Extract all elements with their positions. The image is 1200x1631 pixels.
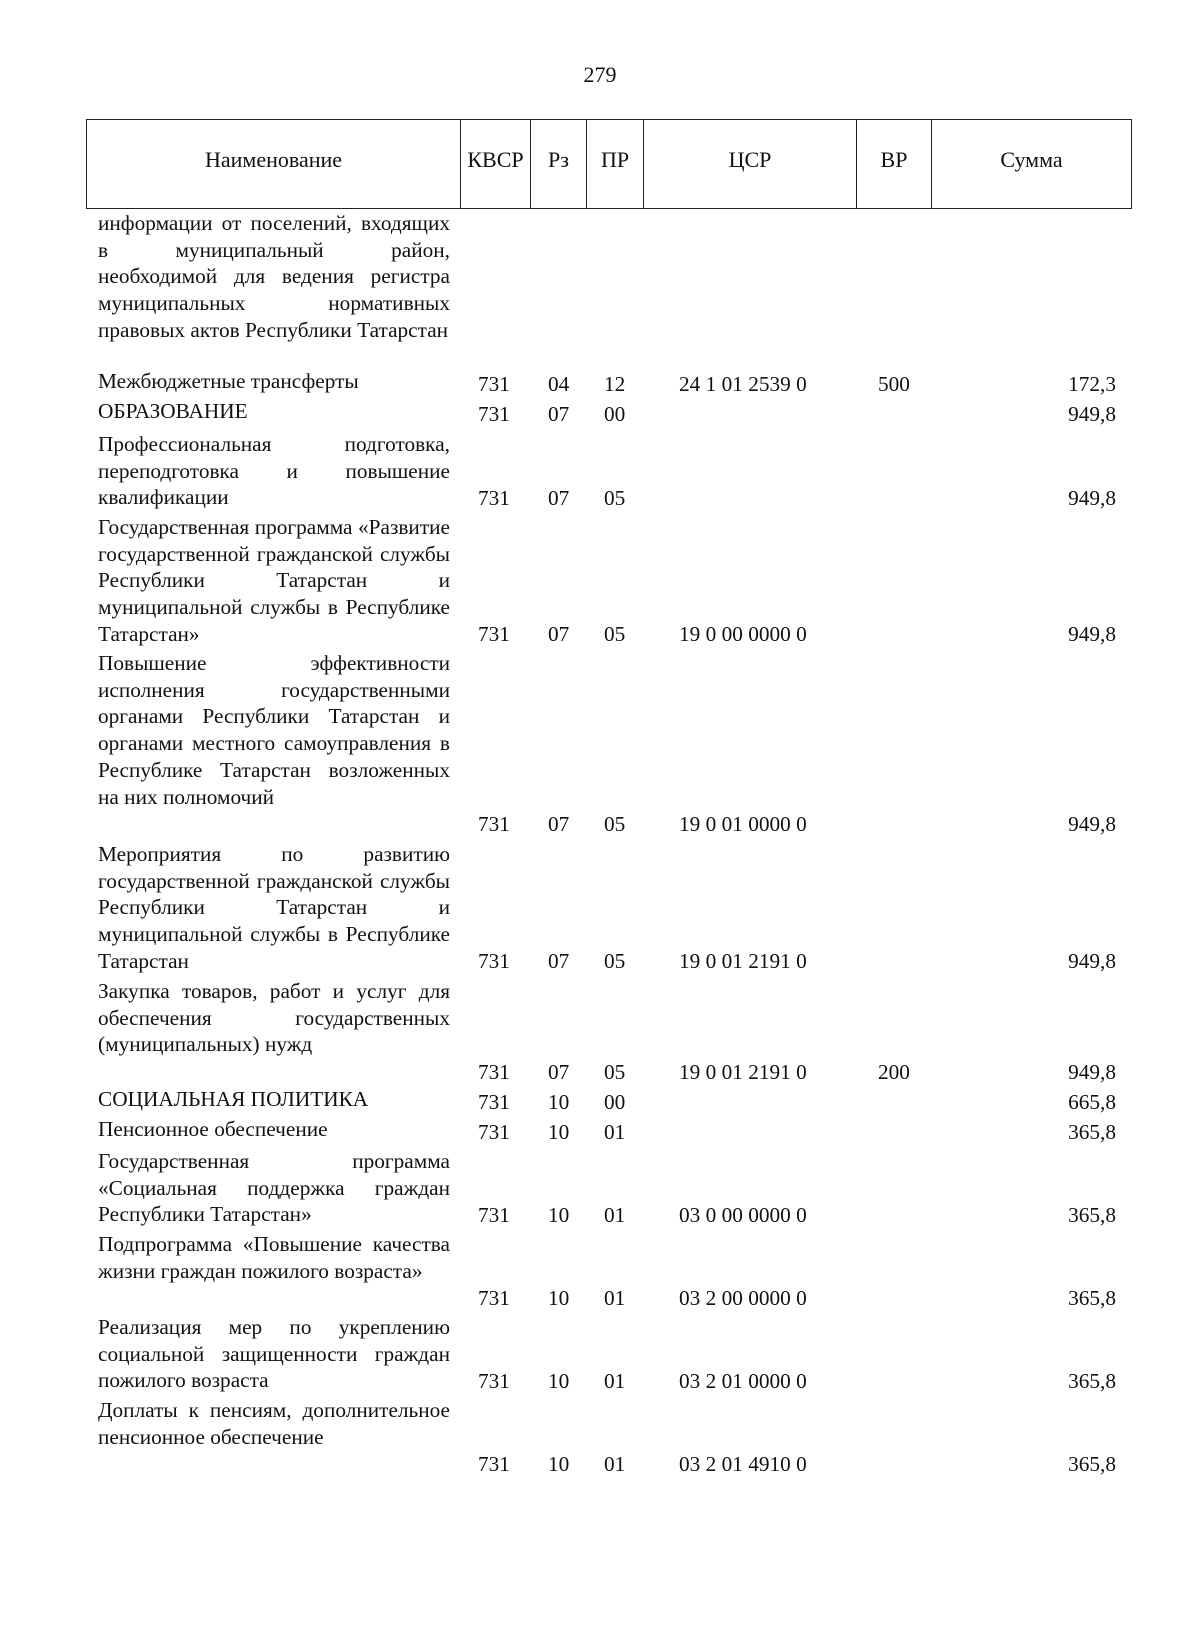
header-vr: ВР [857, 120, 932, 208]
row-name: Государственная программа «Развитие государственной гражданской службы Республики Татарстан и муниципальной службы в Республике Татарстан» [98, 515, 450, 646]
row-csr: 19 0 01 2191 0 [679, 949, 807, 974]
row-csr: 03 2 01 4910 0 [679, 1452, 807, 1477]
row-rz: 07 [548, 1060, 570, 1085]
row-kvsr: 731 [478, 402, 510, 427]
table-row [0, 512, 1200, 648]
row-sum: 949,8 [1068, 486, 1116, 511]
table-body [0, 210, 1200, 1478]
row-pr: 00 [604, 402, 626, 427]
row-kvsr: 731 [478, 1369, 510, 1394]
header-csr: ЦСР [644, 120, 857, 208]
row-rz: 10 [548, 1090, 570, 1115]
row-csr: 19 0 01 2191 0 [679, 1060, 807, 1085]
row-kvsr: 731 [478, 1120, 510, 1145]
row-sum: 365,8 [1068, 1452, 1116, 1477]
row-sum: 365,8 [1068, 1369, 1116, 1394]
header-sum: Сумма [1000, 147, 1063, 172]
header-name: Наименование [87, 120, 461, 208]
row-pr: 05 [604, 949, 626, 974]
row-csr: 03 2 00 0000 0 [679, 1286, 807, 1311]
row-name: Подпрограмма «Повышение качества жизни граждан пожилого возраста» [98, 1232, 450, 1283]
row-kvsr: 731 [478, 622, 510, 647]
row-pr: 01 [604, 1120, 626, 1145]
row-sum: 949,8 [1068, 1060, 1116, 1085]
table-row [0, 975, 1200, 1086]
row-sum: 665,8 [1068, 1090, 1116, 1115]
row-kvsr: 731 [478, 1452, 510, 1477]
header-rz: Рз [531, 120, 587, 208]
row-pr: 01 [604, 1203, 626, 1228]
row-pr: 01 [604, 1369, 626, 1394]
row-pr: 01 [604, 1452, 626, 1477]
row-rz: 07 [548, 402, 570, 427]
table-row [0, 398, 1200, 428]
row-sum: 365,8 [1068, 1203, 1116, 1228]
row-name: Доплаты к пенсиям, дополнительное пенсионное обеспечение [98, 1398, 450, 1449]
row-rz: 10 [548, 1452, 570, 1477]
row-csr: 19 0 01 0000 0 [679, 812, 807, 837]
row-name: Пенсионное обеспечение [98, 1117, 328, 1141]
table-row [0, 1086, 1200, 1116]
table-row [0, 368, 1200, 398]
table-row [0, 838, 1200, 975]
row-sum: 949,8 [1068, 949, 1116, 974]
row-name: ОБРАЗОВАНИЕ [98, 399, 248, 423]
row-sum: 949,8 [1068, 622, 1116, 647]
row-pr: 05 [604, 1060, 626, 1085]
row-rz: 07 [548, 812, 570, 837]
table-row [0, 1395, 1200, 1478]
row-rz: 10 [548, 1203, 570, 1228]
row-name: Повышение эффективности исполнения государственными органами Республики Татарстан и органами местного самоуправления в Республике Татарстан возложенных на них полномочий [98, 651, 450, 809]
row-name: Государственная программа «Социальная поддержка граждан Республики Татарстан» [98, 1149, 450, 1227]
row-rz: 07 [548, 486, 570, 511]
row-pr: 00 [604, 1090, 626, 1115]
table-row [0, 1312, 1200, 1395]
table-row [0, 1229, 1200, 1312]
row-vr: 200 [878, 1060, 910, 1085]
row-rz: 10 [548, 1286, 570, 1311]
row-kvsr: 731 [478, 949, 510, 974]
table-header [86, 119, 1132, 209]
row-sum: 365,8 [1068, 1286, 1116, 1311]
row-pr: 05 [604, 622, 626, 647]
row-rz: 07 [548, 622, 570, 647]
header-kvsr: КВСР [461, 120, 531, 208]
page-number: 279 [583, 62, 617, 87]
table-row [0, 1146, 1200, 1229]
row-csr: 19 0 00 0000 0 [679, 622, 807, 647]
row-kvsr: 731 [478, 372, 510, 397]
row-sum: 172,3 [1068, 372, 1116, 397]
row-name: Мероприятия по развитию государственной гражданской службы Республики Татарстан и муниципальной службы в Республике Татарстан [98, 842, 450, 973]
row-rz: 10 [548, 1120, 570, 1145]
row-pr: 05 [604, 812, 626, 837]
header-pr: ПР [587, 120, 644, 208]
row-csr: 03 2 01 0000 0 [679, 1369, 807, 1394]
row-kvsr: 731 [478, 1203, 510, 1228]
row-name: СОЦИАЛЬНАЯ ПОЛИТИКА [98, 1087, 369, 1111]
row-sum: 949,8 [1068, 402, 1116, 427]
row-name: информации от поселений, входящих в муниципальный район, необходимой для ведения регистра муниципальных нормативных правовых актов Республики Татарстан [98, 211, 450, 342]
table-row [0, 648, 1200, 838]
row-csr: 03 0 00 0000 0 [679, 1203, 807, 1228]
row-vr: 500 [878, 372, 910, 397]
row-pr: 05 [604, 486, 626, 511]
row-sum: 949,8 [1068, 812, 1116, 837]
row-pr: 01 [604, 1286, 626, 1311]
row-kvsr: 731 [478, 812, 510, 837]
row-rz: 10 [548, 1369, 570, 1394]
row-kvsr: 731 [478, 1286, 510, 1311]
row-name: Реализация мер по укреплению социальной защищенности граждан пожилого возраста [98, 1315, 450, 1393]
row-kvsr: 731 [478, 1060, 510, 1085]
row-rz: 07 [548, 949, 570, 974]
table-row [0, 210, 1200, 368]
table-row [0, 1116, 1200, 1146]
row-name: Закупка товаров, работ и услуг для обеспечения государственных (муниципальных) нужд [98, 979, 450, 1057]
row-sum: 365,8 [1068, 1120, 1116, 1145]
row-name: Межбюджетные трансферты [98, 369, 359, 393]
row-name: Профессиональная подготовка, переподготовка и повышение квалификации [98, 432, 450, 510]
row-rz: 04 [548, 372, 570, 397]
row-pr: 12 [604, 372, 626, 397]
row-csr: 24 1 01 2539 0 [679, 372, 807, 397]
table-row [0, 428, 1200, 512]
row-kvsr: 731 [478, 1090, 510, 1115]
row-kvsr: 731 [478, 486, 510, 511]
